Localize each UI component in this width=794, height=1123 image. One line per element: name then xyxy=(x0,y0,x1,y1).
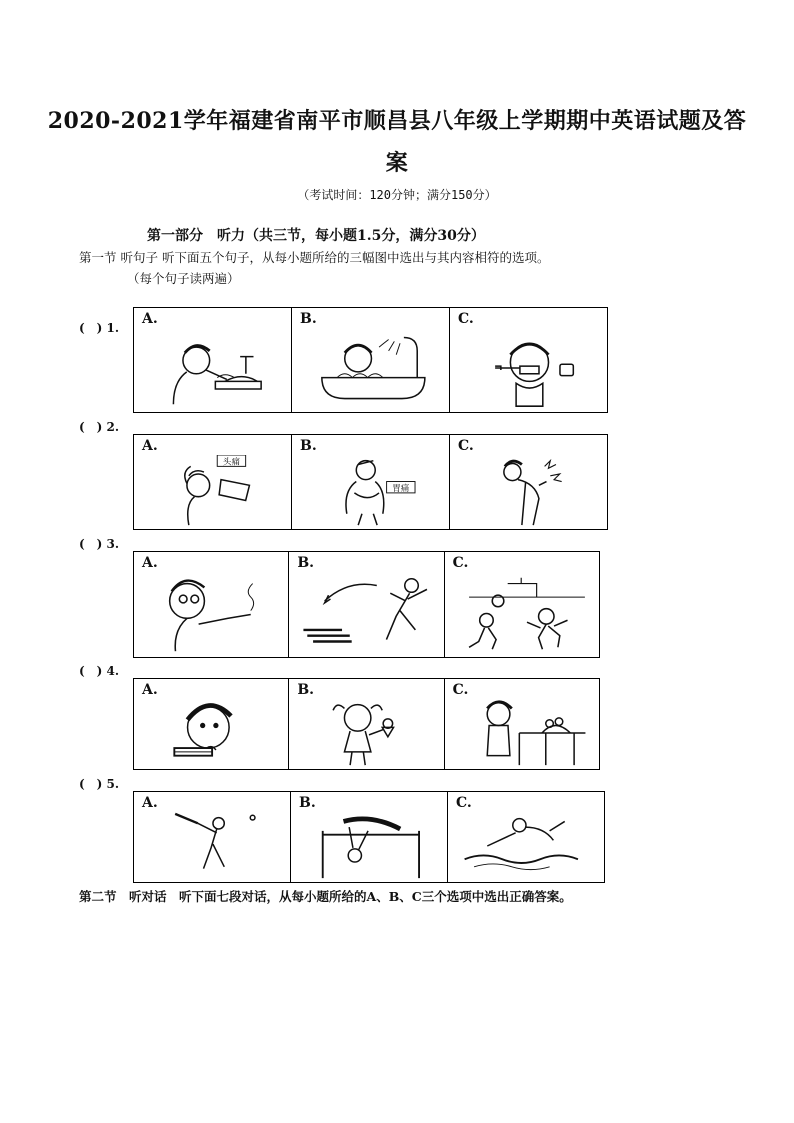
option-a[interactable] xyxy=(134,435,292,529)
girl-in-kitchen-icon xyxy=(445,699,599,767)
option-c[interactable] xyxy=(445,552,599,657)
swimmer-icon xyxy=(448,812,604,880)
option-label: C. xyxy=(452,682,469,698)
woman-with-backache-icon xyxy=(450,455,607,527)
question-2-number: ( ) 2. xyxy=(79,420,120,434)
headache-tag: 头痛 xyxy=(222,457,240,468)
option-label: C. xyxy=(452,555,469,571)
option-b[interactable] xyxy=(292,435,450,529)
option-b[interactable] xyxy=(289,679,444,769)
section1-note: （每个句子读两遍） xyxy=(127,271,240,286)
option-label: A. xyxy=(142,795,158,811)
option-label: A. xyxy=(142,555,158,571)
question-3-number: ( ) 3. xyxy=(79,537,120,551)
section2-instructions: 第二节 听对话 听下面七段对话，从每小题所给的A、B、C三个选项中选出正确答案。 xyxy=(79,889,572,904)
question-4-number: ( ) 4. xyxy=(79,664,120,678)
option-c[interactable] xyxy=(445,679,599,769)
page-title-line1: 2020-2021学年福建省南平市顺昌县八年级上学期期中英语试题及答 xyxy=(47,108,747,134)
option-label: C. xyxy=(458,311,474,327)
option-a[interactable] xyxy=(134,679,289,769)
high-jump-icon xyxy=(291,812,447,880)
boy-in-shower-icon xyxy=(292,328,449,410)
option-label: B. xyxy=(297,682,315,698)
question-5-number: ( ) 5. xyxy=(79,777,120,791)
man-with-headache-icon xyxy=(134,455,291,527)
part1-heading: 第一部分 听力（共三节，每小题1.5分，满分30分） xyxy=(147,228,485,244)
option-a[interactable] xyxy=(134,792,291,882)
option-a[interactable] xyxy=(134,308,292,412)
option-c[interactable] xyxy=(450,308,607,412)
boy-eating-sandwich-icon xyxy=(134,699,288,767)
option-c[interactable] xyxy=(450,435,607,529)
option-b[interactable] xyxy=(291,792,448,882)
option-label: B. xyxy=(297,555,315,571)
question-1-number: ( ) 1. xyxy=(79,321,120,335)
option-label: C. xyxy=(458,438,474,454)
section1-instructions: 第一节 听句子 听下面五个句子，从每小题所给的三幅图中选出与其内容相符的选项。 xyxy=(79,250,550,265)
option-label: A. xyxy=(142,311,158,327)
question-4-options xyxy=(133,678,600,770)
option-label: C. xyxy=(456,795,472,811)
option-label: B. xyxy=(300,311,317,327)
page-title-line2: 案 xyxy=(385,150,409,176)
question-5-options xyxy=(133,791,605,883)
girl-with-ice-cream-icon xyxy=(289,699,443,767)
option-c[interactable] xyxy=(448,792,604,882)
question-3-options xyxy=(133,551,600,658)
option-label: B. xyxy=(299,795,316,811)
option-a[interactable] xyxy=(134,552,289,657)
boy-brushing-teeth-icon xyxy=(450,328,607,410)
man-smoking-icon xyxy=(134,572,288,655)
baseball-player-icon xyxy=(134,812,290,880)
option-label: A. xyxy=(142,682,158,698)
question-1-options xyxy=(133,307,608,413)
option-b[interactable] xyxy=(292,308,450,412)
boy-washing-face-icon xyxy=(134,328,291,410)
exam-info: （考试时间：120分钟；满分150分） xyxy=(297,188,497,202)
question-2-options xyxy=(133,434,608,530)
option-label: A. xyxy=(142,438,158,454)
option-b[interactable] xyxy=(289,552,444,657)
stomachache-tag: 胃痛 xyxy=(392,484,410,494)
children-playing-soccer-icon xyxy=(445,572,599,655)
man-with-stomachache-icon xyxy=(292,455,449,527)
man-throwing-icon xyxy=(289,572,443,655)
option-label: B. xyxy=(300,438,317,454)
